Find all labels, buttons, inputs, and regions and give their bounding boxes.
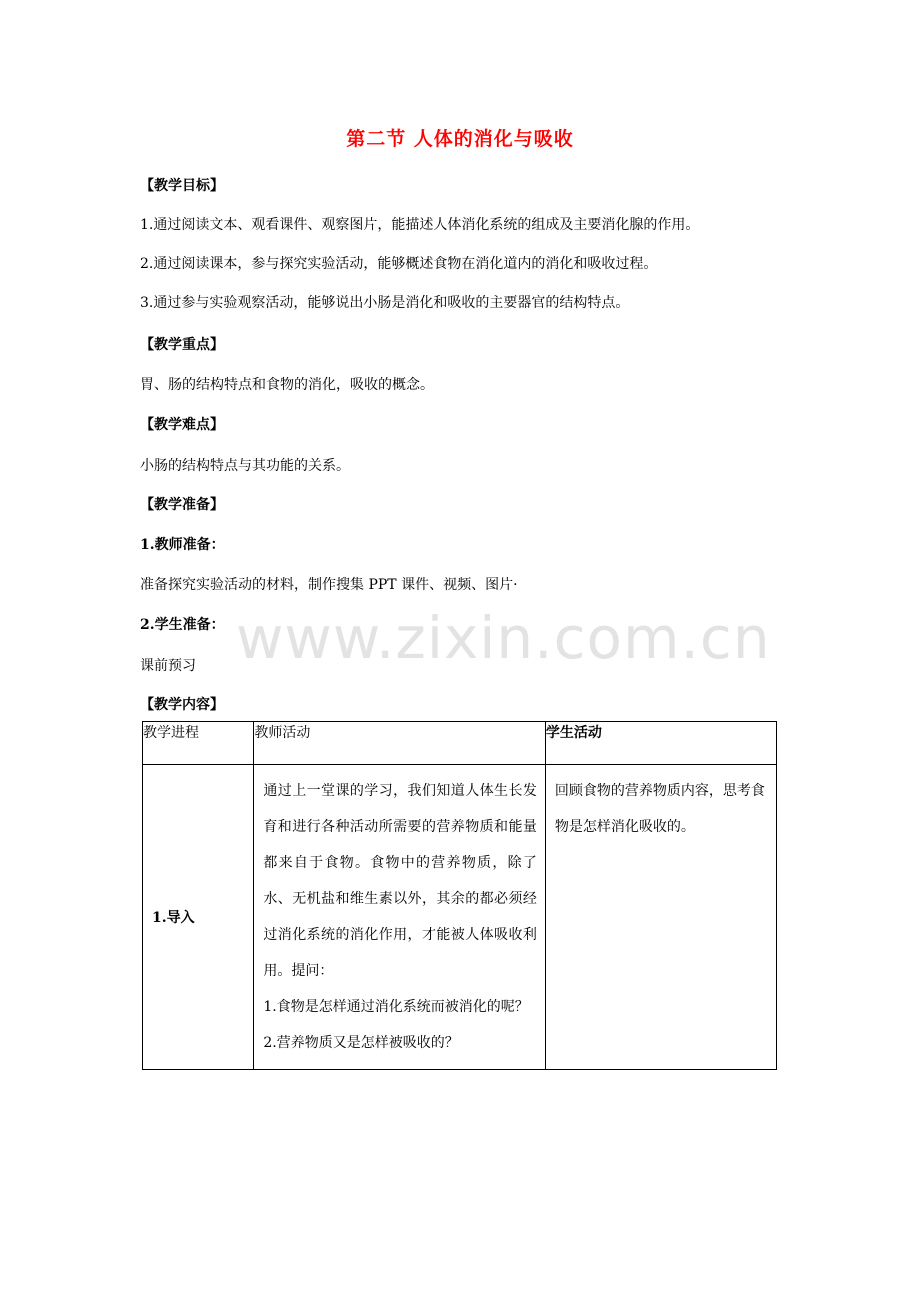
lesson-table [142, 721, 777, 1070]
header-student-activity: 学生活动 [545, 722, 776, 765]
teacher-activity-paragraph: 通过上一堂课的学习，我们知道人体生长发育和进行各种活动所需要的营养物质和能量都来自于食物。食物中的营养物质，除了水、无机盐和维生素以外，其余的都必须经过消化系统的消化作用，才能被人体吸收利用。提问： [263, 783, 537, 979]
content-heading: 【教学内容】 [140, 697, 224, 713]
student-prep-heading: 2.学生准备： [140, 617, 225, 633]
table-row [143, 765, 777, 1070]
student-activity-cell: 回顾食物的营养物质内容，思考食物是怎样消化吸收的。 [545, 765, 776, 1070]
goal-item: 2.通过阅读课本，参与探究实验活动，能够概述食物在消化道内的消化和吸收过程。 [140, 256, 658, 272]
page-title: 第二节 人体的消化与吸收 [346, 128, 574, 150]
difficulty-text: 小肠的结构特点与其功能的关系。 [140, 458, 350, 474]
teacher-question: 1.食物是怎样通过消化系统而被消化的呢？ [263, 999, 529, 1015]
table-header-row [143, 722, 777, 765]
key-points-heading: 【教学重点】 [140, 337, 224, 353]
goals-heading: 【教学目标】 [140, 178, 224, 194]
watermark: www.zixin.com.cn [236, 604, 771, 672]
preparation-heading: 【教学准备】 [140, 497, 224, 513]
header-stage: 教学进程 [143, 722, 254, 765]
student-prep-text: 课前预习 [140, 658, 196, 674]
key-points-text: 胃、肠的结构特点和食物的消化，吸收的概念。 [140, 377, 434, 393]
goal-item: 3.通过参与实验观察活动，能够说出小肠是消化和吸收的主要器官的结构特点。 [140, 295, 630, 311]
teacher-prep-heading: 1.教师准备： [140, 537, 225, 553]
teacher-activity-cell [254, 765, 545, 1070]
difficulty-heading: 【教学难点】 [140, 417, 224, 433]
teacher-prep-text: 准备探究实验活动的材料，制作搜集 PPT 课件、视频、图片· [140, 577, 518, 593]
header-teacher-activity: 教师活动 [254, 722, 545, 765]
teacher-question: 2.营养物质又是怎样被吸收的？ [263, 1035, 459, 1051]
goal-item: 1.通过阅读文本、观看课件、观察图片，能描述人体消化系统的组成及主要消化腺的作用。 [140, 217, 700, 233]
stage-cell: 1.导入 [143, 765, 254, 1070]
